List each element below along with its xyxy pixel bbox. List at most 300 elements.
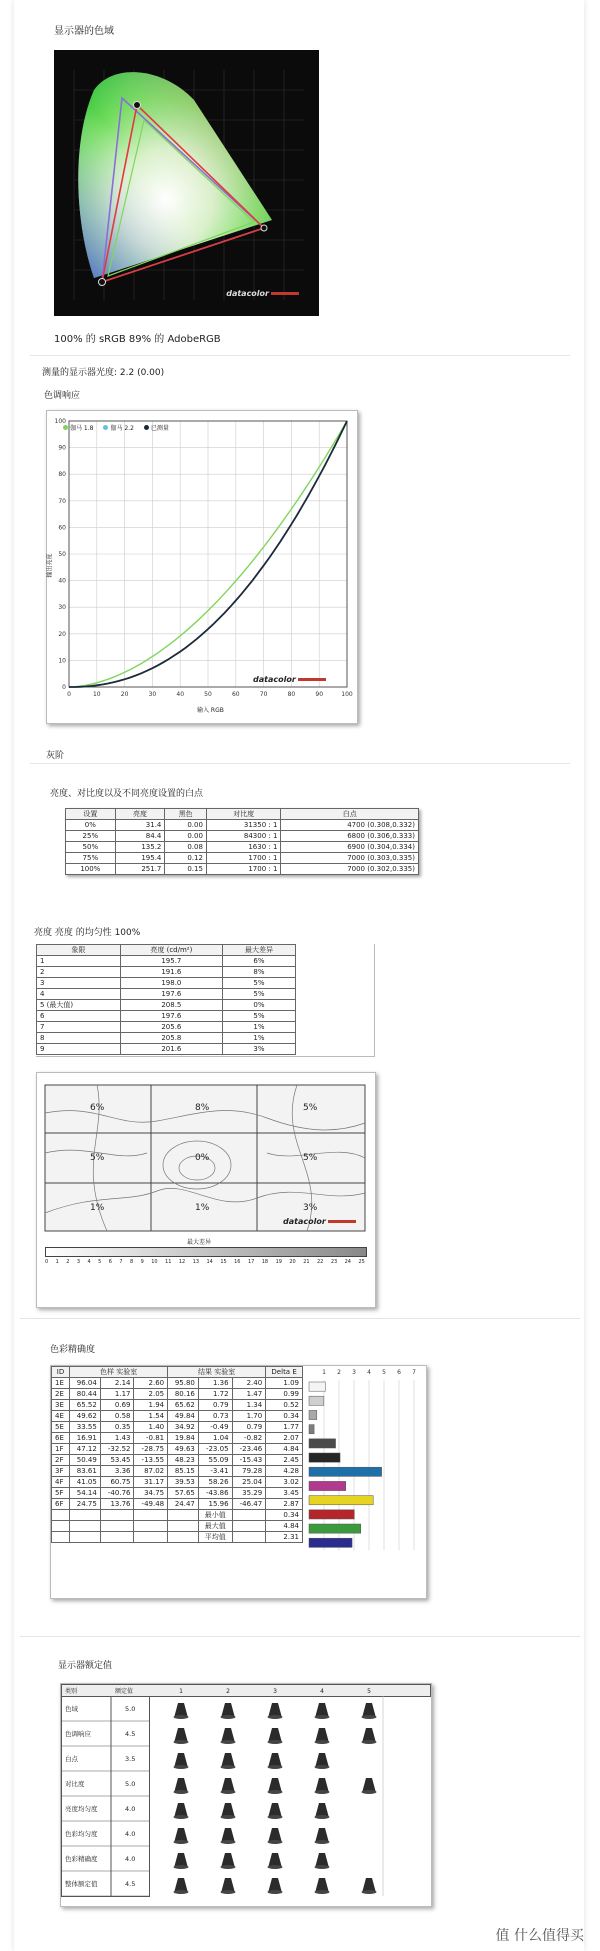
table-cell [168,1510,199,1521]
cone-icon [269,1828,282,1841]
bar-axis-label: 6 [397,1369,401,1376]
scale-tick: 6 [108,1259,112,1265]
quadrant-label: 5% [90,1153,105,1163]
table-cell: 3F [52,1466,70,1477]
table-cell: 0.58 [100,1411,134,1422]
cone-base-icon [174,1815,189,1819]
cone-icon [175,1703,188,1716]
scale-tick: 19 [275,1259,282,1265]
table-cell: 75% [66,853,116,864]
cone-icon [316,1803,329,1816]
uniformity-heading: 亮度 亮度 的均匀性 100% [34,928,141,938]
delta-e-cell: 1.77 [266,1422,303,1433]
table-cell: 58.26 [198,1477,232,1488]
table-cell [134,1521,168,1532]
rating-value: 4.0 [125,1805,136,1813]
table-cell: 31350 : 1 [206,820,281,831]
scale-tick: 2 [66,1259,70,1265]
gamma-xlabel: 输入 RGB [197,707,224,714]
legend-item [63,423,93,432]
table-cell: 54.14 [70,1488,101,1499]
delta-e-bar [309,1510,354,1519]
rating-category: 色域 [65,1705,78,1713]
scale-tick: 21 [303,1259,310,1265]
quadrant-label: 6% [90,1103,105,1113]
x-tick-label: 50 [204,691,212,698]
scale-tick: 1 [55,1259,59,1265]
y-tick-label: 60 [58,524,66,532]
table-row [37,1022,296,1033]
cone-icon [269,1703,282,1716]
table-header-row [52,1367,303,1378]
cone-icon [269,1728,282,1741]
x-tick-label: 70 [259,691,268,698]
y-tick-label: 50 [58,551,66,558]
scale-tick: 9 [140,1259,144,1265]
scale-label: 4 [320,1688,324,1695]
table-cell: 0.79 [198,1400,232,1411]
accuracy-table [51,1366,303,1543]
rating-category: 色调响应 [65,1730,91,1738]
table-row [52,1521,303,1532]
table-row [52,1466,303,1477]
table-row [66,853,419,864]
y-tick-label: 70 [58,497,66,505]
column-header: 额定值 [115,1688,134,1695]
column-header: 亮度 [115,809,165,820]
table-row [52,1477,303,1488]
table-cell [52,1532,70,1543]
delta-e-bar [309,1439,336,1448]
table-cell: 25% [66,831,116,842]
x-tick-label: 80 [287,691,296,698]
table-cell [134,1510,168,1521]
cone-icon [222,1853,235,1866]
cone-icon [363,1728,376,1741]
gamut-caption: 100% 的 sRGB 89% 的 AdobeRGB [54,334,221,345]
cone-base-icon [268,1715,283,1719]
table-cell: 1.34 [232,1400,266,1411]
x-tick-label: 90 [315,691,324,698]
column-header: 白点 [281,809,419,820]
scale-tick: 0 [45,1259,49,1265]
table-cell: -28.75 [134,1444,168,1455]
bar-axis-label: 4 [367,1369,371,1376]
delta-e-bar [309,1453,340,1462]
table-cell: 2F [52,1455,70,1466]
scale-tick: 16 [234,1259,241,1265]
table-cell: 195.7 [120,956,222,967]
table-cell: 84300 : 1 [206,831,281,842]
contrast-heading: 亮度、对比度以及不同亮度设置的白点 [50,789,204,799]
gamma-measured: 测量的显示器光度: 2.2 (0.00) [42,368,165,378]
table-cell [52,1510,70,1521]
table-cell: 0% [66,820,116,831]
column-header: 对比度 [206,809,281,820]
scale-tick: 23 [330,1259,338,1265]
table-cell: 205.6 [120,1022,222,1033]
table-row [37,1033,296,1044]
table-cell: -0.82 [232,1433,266,1444]
cone-base-icon [362,1740,377,1744]
table-cell [232,1532,266,1543]
table-cell: 50% [66,842,116,853]
cone-base-icon [221,1865,236,1869]
cone-icon [222,1878,235,1891]
table-cell: 6 [37,1011,121,1022]
cone-base-icon [362,1715,377,1719]
table-cell: 3% [222,1044,295,1055]
table-row [37,978,296,989]
column-header: 色样 实验室 [70,1367,168,1378]
table-cell: -13.55 [134,1455,168,1466]
grayscale-heading: 灰阶 [46,751,65,761]
cone-icon [316,1703,329,1716]
table-cell: 2.60 [134,1378,168,1389]
scale-tick: 24 [344,1259,351,1265]
table-cell: 0.12 [165,853,207,864]
rating-value: 5.0 [125,1780,136,1788]
delta-e-bar-chart [303,1366,423,1598]
scale-tick: 20 [289,1259,296,1265]
table-cell: 34.75 [134,1488,168,1499]
table-cell: 95.80 [168,1378,199,1389]
scale-tick: 18 [261,1259,269,1265]
delta-e-cell: 2.87 [266,1499,303,1510]
scale-tick: 11 [165,1259,172,1265]
table-row [52,1532,303,1543]
legend-dot-icon [103,425,108,430]
table-cell [134,1532,168,1543]
table-cell: 1.70 [232,1411,266,1422]
table-row [66,820,419,831]
gamut-heading: 显示器的色域 [54,26,114,37]
y-tick-label: 80 [58,471,66,479]
cone-base-icon [174,1740,189,1744]
cone-icon [316,1853,329,1866]
table-cell: -23.05 [198,1444,232,1455]
table-row [52,1499,303,1510]
scale-tick: 5 [98,1259,102,1265]
table-cell: 208.5 [120,1000,222,1011]
table-cell: 2E [52,1389,70,1400]
delta-e-bar [309,1382,325,1391]
table-cell: 24.75 [70,1499,101,1510]
table-cell: 49.62 [70,1411,101,1422]
scale-bar [45,1247,367,1257]
y-tick-label: 20 [58,630,66,638]
table-cell: 1.47 [232,1389,266,1400]
quadrant-label: 3% [303,1203,318,1213]
rating-value: 4.5 [125,1730,136,1738]
delta-e-bar [309,1481,346,1490]
rating-table-frame [62,1685,150,1897]
table-cell: 55.09 [198,1455,232,1466]
table-cell: 39.53 [168,1477,199,1488]
cone-base-icon [174,1865,189,1869]
table-cell: 1E [52,1378,70,1389]
delta-e-cell: 4.84 [266,1444,303,1455]
scale-tick: 13 [192,1259,200,1265]
cone-base-icon [174,1790,189,1794]
legend-dot-icon [144,425,149,430]
table-cell: 1.43 [100,1433,134,1444]
cone-base-icon [268,1840,283,1844]
table-cell [70,1532,101,1543]
delta-e-bar [309,1524,361,1533]
rating-category: 整体额定值 [65,1880,98,1888]
table-cell: 6F [52,1499,70,1510]
uniformity-brand: datacolor [283,1217,356,1226]
table-row [52,1510,303,1521]
x-tick-label: 0 [67,691,71,698]
table-cell: 87.02 [134,1466,168,1477]
table-cell: 2.40 [232,1378,266,1389]
table-cell: 16.91 [70,1433,101,1444]
table-cell: 0.00 [165,831,207,842]
quadrant-label: 5% [303,1103,318,1113]
delta-e-bar [309,1467,382,1476]
rating-value: 4.0 [125,1855,136,1863]
table-cell: 251.7 [115,864,165,875]
table-cell: 5% [222,1011,295,1022]
quadrant-label: 1% [195,1203,210,1213]
summary-value: 4.84 [266,1521,303,1532]
cone-icon [222,1728,235,1741]
delta-e-cell: 2.45 [266,1455,303,1466]
summary-label: 最小值 [198,1510,232,1521]
table-row [37,956,296,967]
table-row [52,1400,303,1411]
scale-tick: 17 [247,1259,255,1265]
table-cell: 197.6 [120,989,222,1000]
table-cell: 84.4 [115,831,165,842]
table-cell: 1% [222,1033,295,1044]
cone-icon [316,1878,329,1891]
table-cell: 1.36 [198,1378,232,1389]
cone-icon [316,1728,329,1741]
rating-category: 亮度均匀度 [65,1805,98,1813]
table-cell: 65.52 [70,1400,101,1411]
cone-base-icon [315,1740,330,1744]
cone-base-icon [268,1790,283,1794]
scale-tick: 25 [358,1259,365,1265]
bar-axis-label: 1 [322,1369,326,1376]
cone-base-icon [268,1865,283,1869]
accuracy-panel [50,1365,427,1599]
cone-icon [222,1803,235,1816]
table-cell: 5F [52,1488,70,1499]
table-cell [168,1521,199,1532]
divider [30,763,570,764]
cone-base-icon [315,1840,330,1844]
table-cell: 7 [37,1022,121,1033]
y-tick-label: 100 [54,418,66,425]
table-cell: 31.17 [134,1477,168,1488]
table-cell: 1.94 [134,1400,168,1411]
table-cell: 6E [52,1433,70,1444]
table-cell: 1% [222,1022,295,1033]
y-tick-label: 90 [58,444,66,452]
table-row [52,1389,303,1400]
table-cell: 1.04 [198,1433,232,1444]
table-cell: -3.41 [198,1466,232,1477]
cone-icon [175,1853,188,1866]
column-header: 象限 [37,945,121,956]
table-row [52,1444,303,1455]
bar-axis-label: 3 [352,1369,356,1376]
green-primary-marker [134,102,141,109]
summary-label: 最大值 [198,1521,232,1532]
cone-base-icon [315,1715,330,1719]
column-header: 结果 实验室 [168,1367,266,1378]
rating-heading: 显示器额定值 [58,1661,113,1671]
cone-icon [269,1878,282,1891]
table-cell: 1.17 [100,1389,134,1400]
rating-category: 对比度 [65,1780,85,1788]
table-cell: 1.40 [134,1422,168,1433]
rating-category: 色彩均匀度 [65,1830,98,1838]
divider [20,1636,580,1637]
column-header: 亮度 (cd/m²) [120,945,222,956]
table-cell: 198.0 [120,978,222,989]
column-header: 黑色 [165,809,207,820]
scale-tick: 8 [130,1259,134,1265]
table-cell: 41.05 [70,1477,101,1488]
table-row [37,989,296,1000]
table-cell [52,1521,70,1532]
uniformity-table-panel [36,944,375,1057]
delta-e-cell: 3.02 [266,1477,303,1488]
table-cell [100,1532,134,1543]
cone-base-icon [221,1740,236,1744]
table-cell: 7000 (0.302,0.335) [281,864,419,875]
table-cell: 13.76 [100,1499,134,1510]
cone-icon [175,1828,188,1841]
gamma-panel [46,410,358,724]
cone-base-icon [315,1790,330,1794]
cone-base-icon [315,1890,330,1894]
divider [20,1318,580,1319]
scale-ticks [45,1259,365,1265]
cone-icon [222,1753,235,1766]
table-header-row [66,809,419,820]
table-cell: 47.12 [70,1444,101,1455]
table-cell: 1F [52,1444,70,1455]
legend-dot-icon [63,425,68,430]
cone-icon [175,1753,188,1766]
cone-base-icon [268,1765,283,1769]
scale-tick: 14 [206,1259,213,1265]
cone-icon [269,1853,282,1866]
table-cell: 33.55 [70,1422,101,1433]
table-cell: 60.75 [100,1477,134,1488]
table-cell: 9 [37,1044,121,1055]
scale-label: 1 [179,1688,183,1695]
quadrant-label: 5% [303,1153,318,1163]
cone-icon [363,1778,376,1791]
table-cell: 65.62 [168,1400,199,1411]
table-cell: 2 [37,967,121,978]
cone-icon [363,1878,376,1891]
accuracy-heading: 色彩精确度 [50,1345,96,1355]
summary-value: 2.31 [266,1532,303,1543]
y-tick-label: 0 [62,684,66,691]
table-cell: 4 [37,989,121,1000]
table-cell: 0% [222,1000,295,1011]
cone-icon [316,1778,329,1791]
cone-base-icon [174,1765,189,1769]
summary-value: 0.34 [266,1510,303,1521]
cone-base-icon [315,1765,330,1769]
watermark: 值 什么值得买 [495,1928,584,1944]
table-cell: 15.96 [198,1499,232,1510]
cone-icon [175,1803,188,1816]
table-cell: 205.8 [120,1033,222,1044]
column-header: 类别 [65,1688,78,1695]
cone-base-icon [268,1815,283,1819]
cone-base-icon [221,1840,236,1844]
table-cell: 4700 (0.308,0.332) [281,820,419,831]
table-cell: 6% [222,956,295,967]
cone-base-icon [362,1890,377,1894]
x-tick-label: 60 [231,691,240,698]
table-cell: 3E [52,1400,70,1411]
table-cell [168,1532,199,1543]
rating-value: 4.0 [125,1830,136,1838]
gamut-brand: datacolor [226,289,299,298]
column-header: Delta E [266,1367,303,1378]
table-cell: 24.47 [168,1499,199,1510]
x-tick-label: 40 [176,691,185,698]
table-cell: 96.04 [70,1378,101,1389]
gamut-diagram [54,50,319,316]
x-tick-label: 20 [120,691,129,698]
table-cell: 57.65 [168,1488,199,1499]
rating-value: 3.5 [125,1755,136,1763]
table-cell: -32.52 [100,1444,134,1455]
table-row [66,831,419,842]
table-cell: 0.73 [198,1411,232,1422]
table-cell: 0.00 [165,820,207,831]
delta-e-bar [309,1425,314,1434]
delta-e-bar [309,1410,317,1419]
delta-e-bar [309,1496,373,1505]
table-cell: 19.84 [168,1433,199,1444]
table-cell: 80.16 [168,1389,199,1400]
table-cell: 25.04 [232,1477,266,1488]
table-row [52,1422,303,1433]
table-row [52,1411,303,1422]
delta-e-cell: 0.34 [266,1411,303,1422]
cone-base-icon [221,1790,236,1794]
cone-icon [363,1703,376,1716]
bar-axis-label: 7 [412,1369,416,1376]
gamut-chart [54,50,319,316]
bar-axis-label: 5 [382,1369,386,1376]
table-cell: 0.69 [100,1400,134,1411]
table-cell: 80.44 [70,1389,101,1400]
delta-e-cell: 2.07 [266,1433,303,1444]
cone-icon [316,1753,329,1766]
table-row [66,842,419,853]
table-cell: 48.23 [168,1455,199,1466]
delta-e-bar [309,1538,352,1547]
table-cell: 2.05 [134,1389,168,1400]
table-cell: -0.49 [198,1422,232,1433]
cone-base-icon [221,1765,236,1769]
x-tick-label: 100 [341,691,353,698]
